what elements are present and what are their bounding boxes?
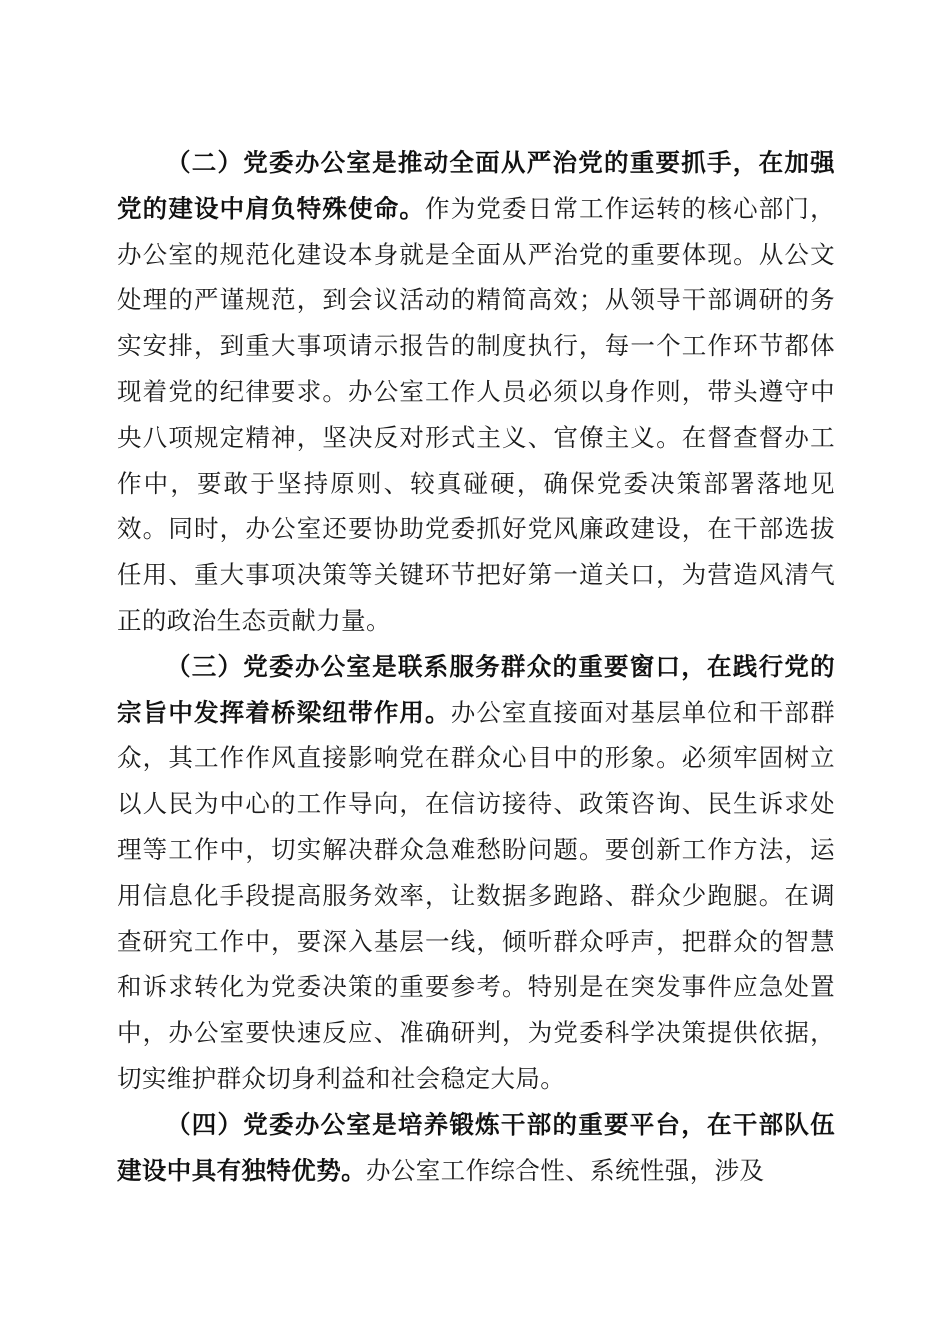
- paragraph-heading: （四）党委办公室是培养锻炼干部的重要平台，在干部队伍建设中具有独特优势。: [117, 1109, 835, 1185]
- paragraph-text: 作为党委日常工作运转的核心部门，办公室的规范化建设本身就是全面从严治党的重要体现。从公文处理的严谨规范，到会议活动的精简高效；从领导干部调研的务实安排，到重大事项请示报告的制度执行，每一个工作环节都体现着党的纪律要求。办公室工作人员必须以身作则，带头遵守中央八项规定精神，坚决反对形式主义、官僚主义。在督查督办工作中，要敢于坚持原则、较真碰硬，确保党委决策部署落地见效。同时，办公室还要协助党委抓好党风廉政建设，在干部选拔任用、重大事项决策等关键环节把好第一道关口，为营造风清气正的政治生态贡献力量。: [117, 193, 835, 635]
- paragraph-section-4: [117, 1102, 835, 1194]
- paragraph-section-3: [117, 644, 835, 1102]
- paragraph-text: 办公室直接面对基层单位和干部群众，其工作作风直接影响党在群众心目中的形象。必须牢固树立以人民为中心的工作导向，在信访接待、政策咨询、民生诉求处理等工作中，切实解决群众急难愁盼问题。要创新工作方法，运用信息化手段提高服务效率，让数据多跑路、群众少跑腿。在调查研究工作中，要深入基层一线，倾听群众呼声，把群众的智慧和诉求转化为党委决策的重要参考。特别是在突发事件应急处置中，办公室要快速反应、准确研判，为党委科学决策提供依据，切实维护群众切身利益和社会稳定大局。: [117, 697, 836, 1093]
- paragraph-section-2: [117, 140, 835, 644]
- paragraph-text: 办公室工作综合性、系统性强，涉及: [366, 1155, 765, 1185]
- paragraph-heading: （三）党委办公室是联系服务群众的重要窗口，在践行党的宗旨中发挥着桥梁纽带作用。: [117, 651, 835, 727]
- paragraph-heading: （二）党委办公室是推动全面从严治党的重要抓手，在加强党的建设中肩负特殊使命。: [117, 148, 835, 223]
- document-body: [117, 140, 835, 1193]
